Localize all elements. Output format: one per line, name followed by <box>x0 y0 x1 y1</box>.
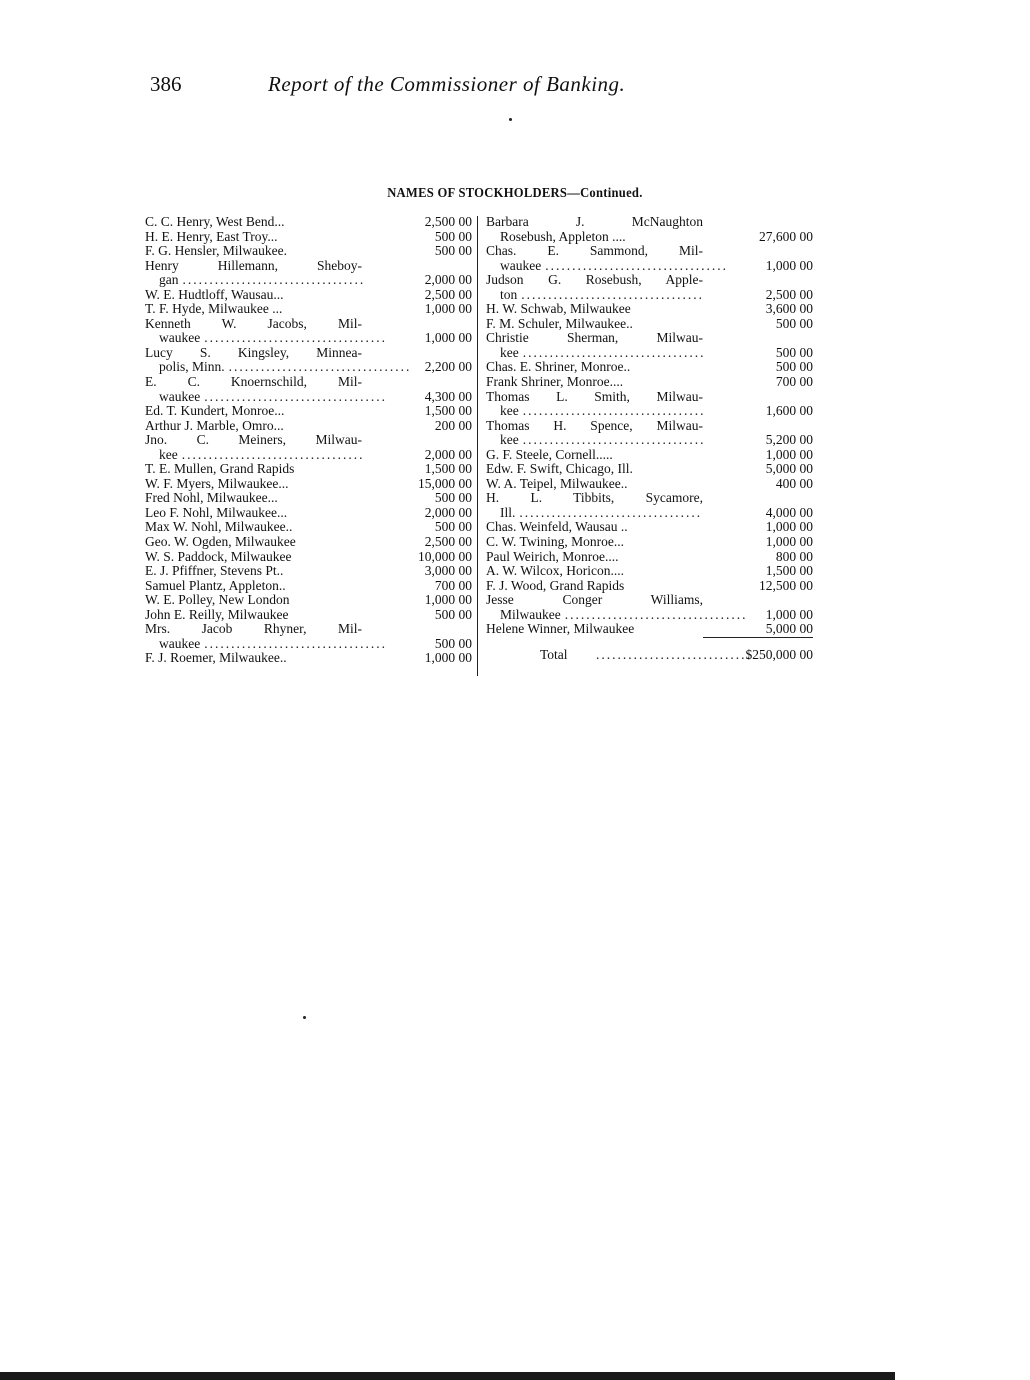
stockholder-entry <box>486 215 813 244</box>
stockholder-amount: 3,000 00 <box>424 563 472 579</box>
stockholder-amount: 2,500 00 <box>424 534 472 550</box>
stockholder-name <box>486 622 703 637</box>
stockholder-name <box>145 564 362 579</box>
stockholder-entry <box>486 564 813 579</box>
stockholder-name <box>145 520 362 535</box>
stockholder-amount: 2,500 00 <box>424 214 472 229</box>
stockholder-amount: 5,000 00 <box>765 621 813 637</box>
stockholder-name-line <box>145 272 366 288</box>
stockholder-entry <box>145 579 472 594</box>
stockholder-name-line: A. W. Wilcox, Horicon.... <box>486 563 624 579</box>
stockholder-name <box>145 404 362 419</box>
stockholder-amount: 1,000 00 <box>424 650 472 666</box>
stockholder-entry <box>145 564 472 579</box>
stockholder-name <box>145 315 387 346</box>
stockholder-entry <box>486 390 813 419</box>
stockholder-entry <box>145 622 472 651</box>
stockholder-entry <box>486 317 813 332</box>
stockholder-amount: 400 00 <box>775 475 813 491</box>
stockholder-name-line: Chas. E. Sammond, Mil- <box>486 243 703 259</box>
stockholder-entry <box>145 288 472 303</box>
stockholder-name-line: T. F. Hyde, Milwaukee ... <box>145 301 283 317</box>
stockholder-name-line: Jesse Conger Williams, <box>486 592 703 608</box>
stockholder-amount: 3,600 00 <box>765 301 813 317</box>
leader-dots: .................................. <box>522 344 706 360</box>
stockholder-name-line: Rosebush, Appleton .... <box>500 228 626 244</box>
stockholder-name <box>145 477 362 492</box>
stockholder-name-line: Judson G. Rosebush, Apple- <box>486 272 703 288</box>
page-header <box>0 72 895 108</box>
stockholder-name <box>486 477 703 492</box>
stockholder-name-line-text: waukee <box>159 388 201 404</box>
stockholder-name-line: Frank Shriner, Monroe.... <box>486 374 624 390</box>
stockholder-amount: 1,500 00 <box>765 563 813 579</box>
stockholder-name-line-text: kee <box>500 432 519 448</box>
stockholder-entry <box>486 550 813 565</box>
stockholder-amount: 1,000 00 <box>765 257 813 273</box>
stockholder-name <box>145 651 362 666</box>
stockholder-name-line: Arthur J. Marble, Omro... <box>145 417 284 433</box>
stockholder-entry <box>145 506 472 521</box>
stockholder-entry <box>145 535 472 550</box>
stockholder-name-line: Helene Winner, Milwaukee <box>486 621 635 637</box>
stockholder-name <box>486 375 703 390</box>
stockholder-amount: 700 00 <box>775 374 813 390</box>
stockholder-amount: 1,000 00 <box>765 534 813 550</box>
stockholder-name <box>486 491 703 520</box>
stockholder-name-line-text: waukee <box>500 257 542 273</box>
stockholder-name-line <box>145 388 387 405</box>
stockholder-entry <box>145 608 472 623</box>
stockholder-name <box>486 317 703 332</box>
stockholder-amount: 1,500 00 <box>424 403 472 419</box>
scan-speck <box>303 1016 306 1019</box>
stockholder-name-line: Jno. C. Meiners, Milwau- <box>145 432 362 448</box>
stockholder-amount: 1,000 00 <box>424 592 472 608</box>
stockholder-entry <box>486 419 813 448</box>
stockholder-amount: 500 00 <box>775 344 813 360</box>
column-divider <box>477 216 478 676</box>
stockholder-entry <box>145 550 472 565</box>
stockholder-amount: 500 00 <box>434 519 472 535</box>
stockholder-amount: 27,600 00 <box>759 228 813 244</box>
stockholder-name-line: E. C. Knoernschild, Mil- <box>145 374 362 390</box>
stockholder-amount: 800 00 <box>775 548 813 564</box>
stockholder-amount: 4,000 00 <box>765 504 813 520</box>
stockholder-name <box>145 419 362 434</box>
leader-dots: .................................. <box>182 272 366 288</box>
total-amount: $250,000 00 <box>745 647 813 662</box>
stockholder-name <box>145 550 362 565</box>
stockholder-entry <box>486 593 813 622</box>
stockholder-amount: 500 00 <box>775 359 813 375</box>
stockholder-name-line: F. J. Wood, Grand Rapids <box>486 577 625 593</box>
stockholder-name-line-text: waukee <box>159 330 201 346</box>
stockholder-amount: 5,000 00 <box>765 461 813 477</box>
stockholder-amount: 1,000 00 <box>424 301 472 317</box>
stockholder-entry <box>145 462 472 477</box>
stockholder-name-line <box>145 359 412 375</box>
leader-dots: .................................. <box>204 388 387 404</box>
stockholder-entry <box>145 317 472 346</box>
stockholder-amount: 500 00 <box>434 635 472 651</box>
stockholder-name-line: Samuel Plantz, Appleton.. <box>145 577 286 593</box>
stockholder-amount: 2,000 00 <box>424 446 472 462</box>
stockholder-name <box>486 592 748 622</box>
stockholder-name-line: Paul Weirich, Monroe.... <box>486 548 619 564</box>
stockholder-amount: 500 00 <box>775 315 813 331</box>
stockholder-entry <box>486 520 813 535</box>
stockholder-name-line: W. E. Hudtloff, Wausau... <box>145 286 284 302</box>
stockholder-name <box>145 257 366 288</box>
stockholder-name <box>486 564 703 579</box>
section-title <box>0 186 1030 202</box>
stockholder-name <box>486 330 706 360</box>
stockholder-name-line: C. C. Henry, West Bend... <box>145 214 285 229</box>
stockholder-name-line: H. E. Henry, East Troy... <box>145 228 278 244</box>
stockholder-entry <box>486 448 813 463</box>
stockholder-name-line: Christie Sherman, Milwau- <box>486 330 703 346</box>
stockholder-name <box>145 244 362 259</box>
scan-speck <box>509 118 512 121</box>
stockholder-name-line: W. F. Myers, Milwaukee... <box>145 475 289 491</box>
stockholder-entry <box>486 535 813 550</box>
leader-dots: .................................. <box>204 330 387 346</box>
stockholder-amount: 1,000 00 <box>765 519 813 535</box>
stockholder-name-line: W. S. Paddock, Milwaukee <box>145 548 292 564</box>
stockholder-entry <box>145 259 472 288</box>
stockholder-name-line: W. E. Polley, New London <box>145 592 290 608</box>
stockholder-entry <box>145 477 472 492</box>
stockholder-name <box>145 491 362 506</box>
stockholder-name-line-text: gan <box>159 272 179 288</box>
section-title-text: NAMES OF STOCKHOLDERS—Continued. <box>387 186 643 201</box>
stockholder-name-line: H. W. Schwab, Milwaukee <box>486 301 631 317</box>
stockholder-name <box>486 579 703 594</box>
stockholder-name-line-text: kee <box>159 446 178 462</box>
stockholder-name <box>145 432 365 462</box>
running-head: Report of the Commissioner of Banking. <box>268 72 626 96</box>
stockholder-name <box>486 417 706 448</box>
stockholder-name-line: C. W. Twining, Monroe... <box>486 534 624 550</box>
stockholder-amount: 700 00 <box>434 577 472 593</box>
stockholder-name-line-text: waukee <box>159 635 201 651</box>
stockholder-amount: 4,300 00 <box>424 388 472 404</box>
leader-dots: .................................. <box>228 359 412 375</box>
stockholder-amount: 2,500 00 <box>765 286 813 302</box>
stockholder-amount: 2,000 00 <box>424 272 472 288</box>
stockholder-name-line <box>145 446 365 463</box>
stockholder-name-line: F. G. Hensler, Milwaukee. <box>145 243 287 259</box>
stockholder-name-line <box>486 432 706 448</box>
stockholder-name <box>486 448 703 463</box>
stockholder-name <box>486 302 703 317</box>
stockholder-name-line: T. E. Mullen, Grand Rapids <box>145 461 295 477</box>
stockholder-entry <box>145 244 472 259</box>
stockholder-name <box>486 360 703 375</box>
stockholder-entry <box>145 230 472 245</box>
stockholder-name <box>486 243 728 273</box>
leader-dots: ............................. <box>596 647 752 662</box>
stockholder-amount: 500 00 <box>434 228 472 244</box>
stockholder-name-line: Kenneth W. Jacobs, Mil- <box>145 315 362 331</box>
stockholder-name <box>145 288 362 303</box>
stockholder-entry <box>145 651 472 666</box>
stockholder-entry <box>145 346 472 375</box>
stockholder-name <box>145 462 362 477</box>
stockholder-name <box>486 520 703 535</box>
stockholder-amount: 1,000 00 <box>765 606 813 622</box>
stockholder-entry <box>486 579 813 594</box>
stockholder-name-line <box>145 330 387 346</box>
stockholder-entry <box>486 360 813 375</box>
stockholder-name-line-text: kee <box>500 344 519 360</box>
stockholder-amount: 5,200 00 <box>765 432 813 448</box>
stockholder-name <box>486 215 703 244</box>
stockholder-entry <box>145 404 472 419</box>
stockholder-name-line-text: polis, Minn. <box>159 359 225 375</box>
stockholder-name-line: F. J. Roemer, Milwaukee.. <box>145 650 287 666</box>
stockholder-amount: 2,500 00 <box>424 286 472 302</box>
stockholder-name-line: Leo F. Nohl, Milwaukee... <box>145 504 288 520</box>
stockholder-name-line: Chas. Weinfeld, Wausau .. <box>486 519 628 535</box>
stockholder-name-line: Fred Nohl, Milwaukee... <box>145 490 278 506</box>
leader-dots: .................................. <box>181 446 365 462</box>
stockholder-entry <box>486 491 813 520</box>
stockholder-entry <box>145 419 472 434</box>
stockholder-entry <box>145 520 472 535</box>
stockholder-amount: 500 00 <box>434 490 472 506</box>
stockholder-entry <box>145 593 472 608</box>
stockholder-name-line: Ed. T. Kundert, Monroe... <box>145 403 285 419</box>
stockholder-name-line-text: Ill. <box>500 504 516 520</box>
stockholder-entry <box>486 477 813 492</box>
stockholder-entry <box>145 302 472 317</box>
page-number: 386 <box>150 72 182 96</box>
stockholder-name <box>486 462 703 477</box>
stockholder-name <box>145 608 362 623</box>
scan-bottom-edge <box>0 1372 895 1380</box>
stockholder-name-line: W. A. Teipel, Milwaukee.. <box>486 475 628 491</box>
stockholder-name-line: Thomas L. Smith, Milwau- <box>486 388 703 404</box>
stockholder-name <box>145 621 387 651</box>
stockholder-list-right <box>486 215 813 637</box>
stockholder-entry <box>145 491 472 506</box>
stockholder-entry <box>486 331 813 360</box>
stockholder-name-line: H. L. Tibbits, Sycamore, <box>486 490 703 506</box>
stockholder-name-line <box>486 606 748 623</box>
total-label: Total <box>540 647 568 662</box>
stockholder-amount: 1,000 00 <box>424 330 472 346</box>
stockholder-name-line <box>486 403 706 419</box>
stockholder-amount: 1,500 00 <box>424 461 472 477</box>
stockholder-name-line: Edw. F. Swift, Chicago, Ill. <box>486 461 633 477</box>
stockholder-entry <box>145 215 472 230</box>
stockholder-entry <box>486 302 813 317</box>
stockholder-name-line: Lucy S. Kingsley, Minnea- <box>145 344 362 360</box>
stockholder-name-line: Geo. W. Ogden, Milwaukee <box>145 534 296 550</box>
stockholder-name-line: Mrs. Jacob Rhyner, Mil- <box>145 621 362 637</box>
total-rule <box>703 637 813 638</box>
stockholder-name-line-text: Milwaukee <box>500 606 561 622</box>
stockholder-entry <box>486 462 813 477</box>
stockholder-name <box>145 579 362 594</box>
stockholder-amount: 1,600 00 <box>765 403 813 419</box>
stockholder-name-line: John E. Reilly, Milwaukee <box>145 606 289 622</box>
stockholder-name <box>145 506 362 521</box>
stockholder-name-line-text: kee <box>500 403 519 419</box>
stockholder-name <box>486 388 706 419</box>
stockholder-entry <box>486 273 813 302</box>
stockholder-entry <box>486 375 813 390</box>
stockholder-name-line: Barbara J. McNaughton <box>486 214 703 229</box>
stockholder-list-left <box>145 215 472 666</box>
stockholder-amount: 2,200 00 <box>424 359 472 375</box>
stockholder-name <box>145 302 362 317</box>
stockholder-name-line: Henry Hillemann, Sheboy- <box>145 257 362 273</box>
leader-dots: .................................. <box>522 432 706 448</box>
stockholder-amount: 2,000 00 <box>424 504 472 520</box>
stockholder-name <box>145 230 362 245</box>
stockholder-name <box>145 374 387 404</box>
stockholder-amount: 1,000 00 <box>765 446 813 462</box>
stockholder-name-line: Max W. Nohl, Milwaukee.. <box>145 519 293 535</box>
stockholder-entry <box>145 375 472 404</box>
stockholder-name-line <box>486 288 703 303</box>
stockholder-name-line: Thomas H. Spence, Milwau- <box>486 417 703 433</box>
stockholder-name <box>145 344 412 375</box>
stockholder-name-line: G. F. Steele, Cornell..... <box>486 446 613 462</box>
leader-dots: .................................. <box>545 257 728 273</box>
stockholder-name-line: Chas. E. Shriner, Monroe.. <box>486 359 631 375</box>
stockholder-entry <box>486 244 813 273</box>
stockholder-name-line <box>486 506 703 521</box>
stockholder-name <box>145 215 362 230</box>
stockholder-amount: 15,000 00 <box>418 475 472 491</box>
leader-dots: .................................. <box>204 635 387 651</box>
stockholder-name-line <box>145 635 387 652</box>
stockholder-name <box>145 593 362 608</box>
stockholder-name-line: F. M. Schuler, Milwaukee.. <box>486 315 633 331</box>
stockholder-entry <box>145 433 472 462</box>
stockholder-name-line <box>486 257 728 274</box>
stockholder-amount: 200 00 <box>434 417 472 433</box>
stockholder-name <box>486 273 703 302</box>
stockholder-amount: 10,000 00 <box>418 548 472 564</box>
stockholder-name-line: E. J. Pfiffner, Stevens Pt.. <box>145 563 284 579</box>
stockholder-amount: 500 00 <box>434 243 472 259</box>
stockholder-name-line <box>486 344 706 361</box>
stockholder-amount: 500 00 <box>434 606 472 622</box>
leader-dots: .................................. <box>564 606 748 622</box>
leader-dots: .................................. <box>521 286 705 302</box>
leader-dots: .................................. <box>519 504 703 520</box>
stockholder-name <box>486 535 703 550</box>
stockholder-name <box>486 550 703 565</box>
stockholder-name <box>145 535 362 550</box>
stockholder-name-line-text: ton <box>500 286 518 302</box>
stockholder-amount: 12,500 00 <box>759 577 813 593</box>
stockholder-entry <box>486 622 813 637</box>
leader-dots: .................................. <box>522 403 706 419</box>
